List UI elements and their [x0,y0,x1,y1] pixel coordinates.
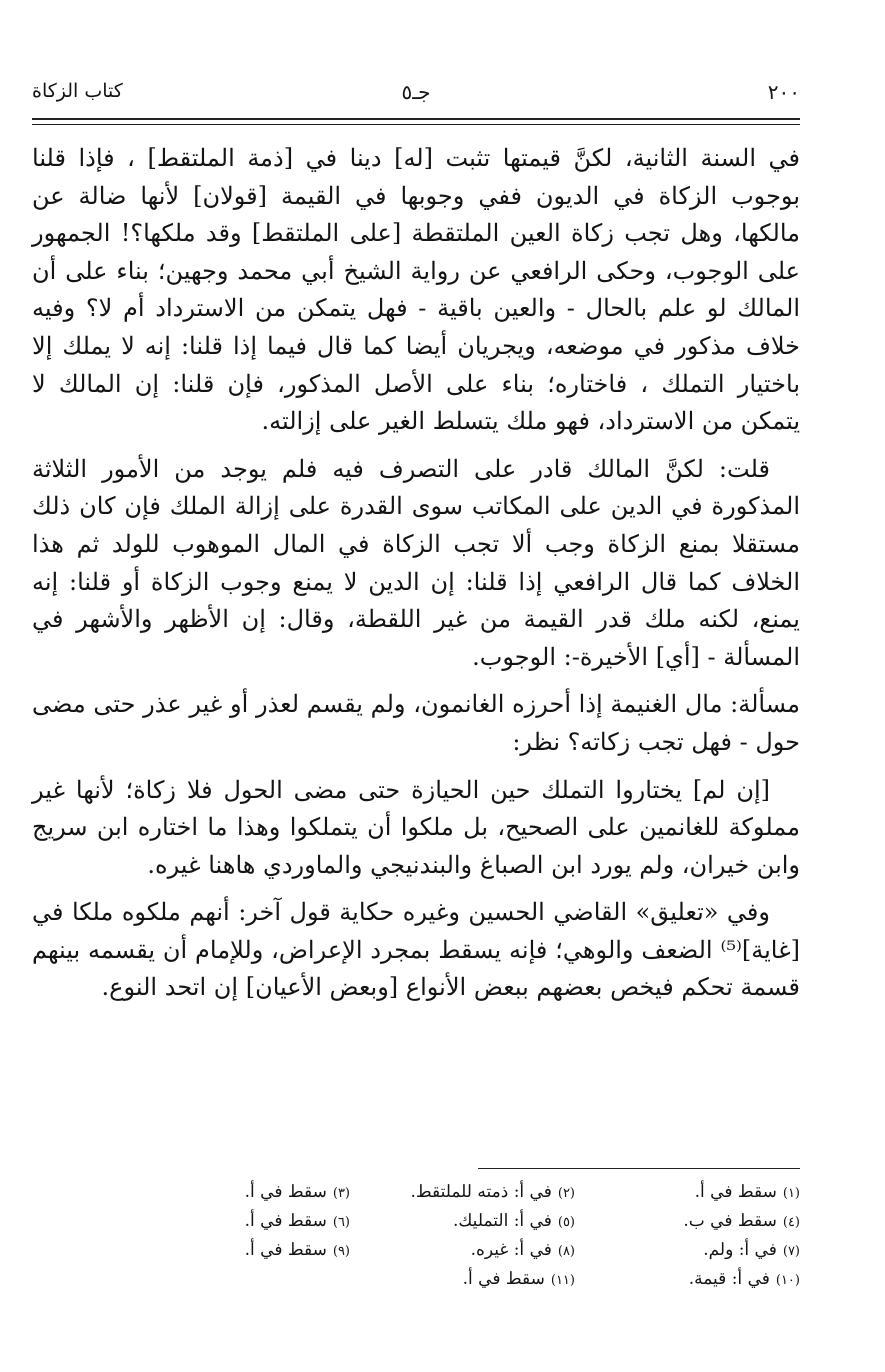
footnote-row [100,1207,800,1236]
paragraph-3: مسألة: مال الغنيمة إذا أحرزه الغانمون، ولم يقسم لعذر أو غير عذر حتى مضى حول - فهل تجب زكاته؟ نظر: [32,690,800,756]
footnote: (٩)سقط في أ. [244,1240,350,1260]
footnote: (٣)سقط في أ. [244,1182,350,1202]
book-title: كتاب الزكاة [32,80,123,102]
footnote: (١)سقط في أ. [694,1182,800,1202]
header-rule-thick [32,118,800,120]
page-number: ٢٠٠ [767,80,800,104]
paragraph-4: [إن لم] يختاروا التملك حين الحيازة حتى مضى الحول فلا زكاة؛ لأنها غير مملوكة للغانمين على الصحيح، بل ملكوا أن يتملكوا وهذا ما اختاره ابن سريج وابن خيران، ولم يورد ابن الصباغ والبندنيجي والماوردي هاهنا غيره. [32,775,800,879]
footnote: (٧)في أ: ولم. [703,1240,800,1260]
header-rule-thin [32,124,800,125]
paragraph-2: قلت: لكنَّ المالك قادر على التصرف فيه فلم يوجد من الأمور الثلاثة المذكورة في الدين على المكاتب سوى القدرة على إزالة الملك فإن كان ذلك مستقلا بمنع الزكاة وجب ألا تجب الزكاة في المال الموهوب للولد ثم هذا الخلاف كما قال الرافعي إذا قلنا: إن الدين لا يمنع وجوب الزكاة أو قلنا: إنه يمنع، لكنه ملك قدر القيمة من غير اللقطة، وقال: إن الأظهر والأشهر في المسألة - [أي] الأخيرة-: الوجوب. [32,454,800,671]
footnote-row [100,1236,800,1265]
paragraph-1: في السنة الثانية، لكنَّ قيمتها تثبت [له] دينا في [ذمة الملتقط] ، فإذا قلنا بوجوب الزكاة في الديون ففي وجوبها في القيمة [قولان] لأنها ضالة عن مالكها، وهل تجب زكاة العين الملتقطة [على الملتقط] وقد ملكها؟! الجمهور على الوجوب، وحكى الرافعي عن رواية الشيخ أبي محمد وجهين؛ بناء على أن المالك لو علم بالحال - والعين باقية - فهل يتمكن من الاسترداد أم لا؟ وفيه خلاف مذكور في موضعه، ويجريان أيضا كما قال فيما إذا قلنا: إنه لا يملك إلا باختيار التملك ، فاختاره؛ بناء على الأصل المذكور، فإن قلنا: إن المالك لا يتمكن من الاسترداد، فهو ملك يتسلط الغير على إزالته. [32,144,800,436]
footnotes [100,1178,800,1294]
page-header [32,80,800,114]
footnote-row [100,1265,800,1294]
volume-label: جـ٥ [401,80,431,104]
footnote-row [100,1178,800,1207]
footnote: (٦)سقط في أ. [244,1211,350,1231]
footnote: (١٠)في أ: قيمة. [688,1269,800,1289]
footnote-rule [478,1168,800,1169]
footnote: (٢)في أ: ذمته للملتقط. [410,1182,575,1202]
footnote: (١١)سقط في أ. [462,1269,575,1289]
footnote: (٨)في أ: غيره. [470,1240,575,1260]
paragraph-5: وفي «تعليق» القاضي الحسين وغيره حكاية قول آخر: أنهم ملكوه ملكا في [غاية]⁽⁵⁾ الضعف والوهي؛ فإنه يسقط بمجرد الإعراض، وللإمام أن يقسمه بينهم قسمة تحكم فيخص بعضهم ببعض الأنواع [وبعض الأعيان] إن اتحد النوع. [32,898,800,1002]
main-text [32,140,800,1007]
footnote: (٤)سقط في ب. [683,1211,800,1231]
footnote: (٥)في أ: التمليك. [452,1211,575,1231]
